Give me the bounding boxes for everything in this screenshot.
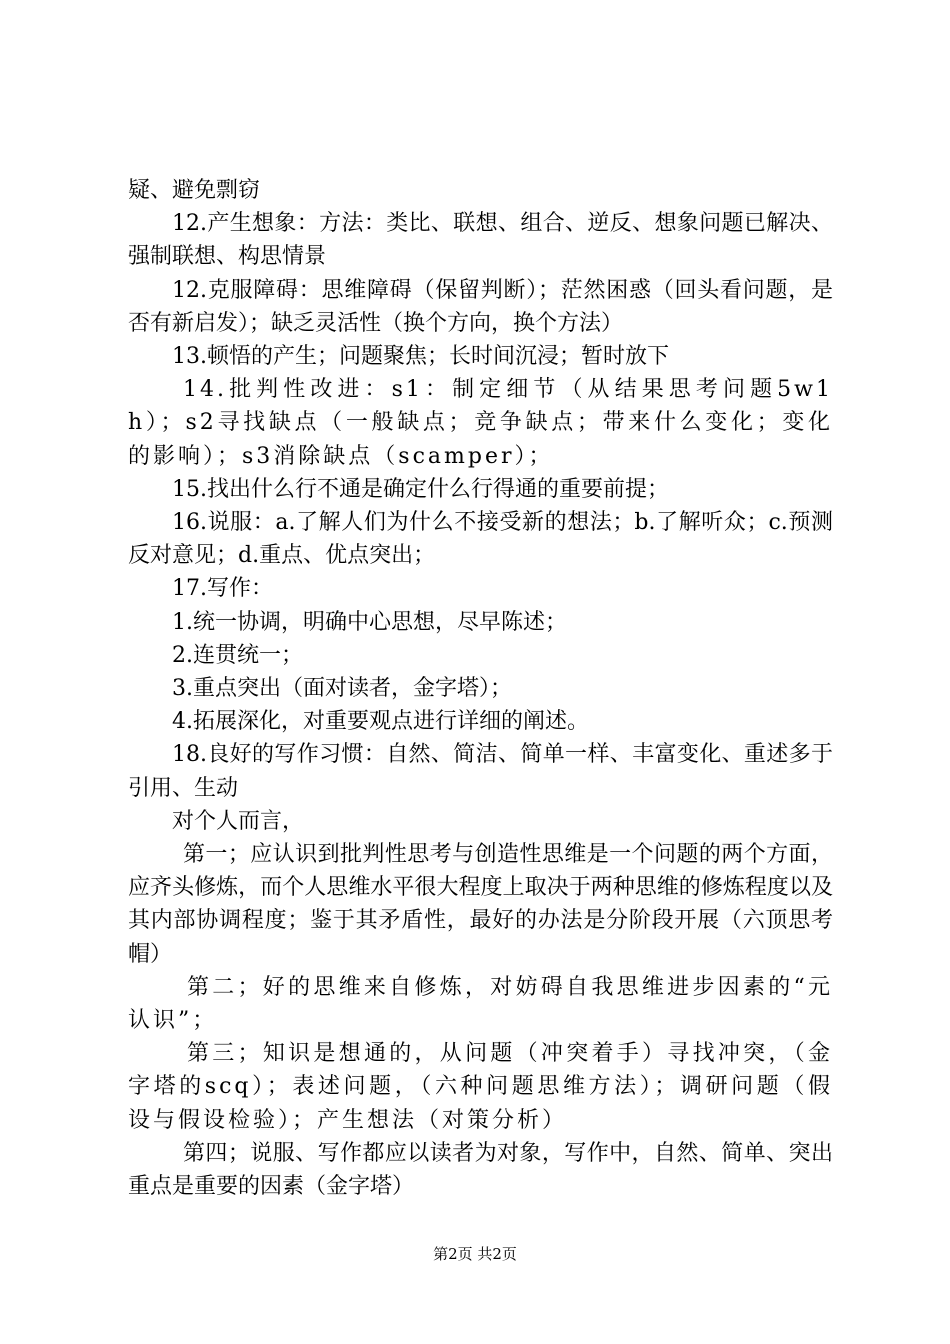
- paragraph-subitem-1: 1.统一协调，明确中心思想，尽早陈述；: [172, 609, 567, 635]
- paragraph-item-12-imagination: 12.产生想象：方法：类比、联想、组合、逆反、想象问题已解决、强制联想、构思情景: [128, 211, 833, 270]
- paragraph-item-15: 15.找出什么行不通是确定什么行得通的重要前提；: [172, 476, 669, 502]
- paragraph-continuation: 疑、避免剽窃: [128, 178, 261, 203]
- page-number-footer: 第2页 共2页: [433, 1245, 517, 1263]
- paragraph-item-18-habits: 18.良好的写作习惯：自然、简洁、简单一样、丰富变化、重述多于引用、生动: [128, 742, 833, 801]
- paragraph-point-fourth: 第四；说服、写作都应以读者为对象，写作中，自然、简单、突出重点是重要的因素（金字塔）: [128, 1140, 833, 1200]
- paragraph-point-third: 第三；知识是想通的，从问题（冲突着手）寻找冲突，（金字塔的scq）；表述问题，（六种问题思维方法）；调研问题（假设与假设检验）；产生想法（对策分析）: [128, 1041, 833, 1133]
- paragraph-item-14-critical-improvement: 14.批判性改进：s1：制定细节（从结果思考问题5w1h）；s2寻找缺点（一般缺点；竞争缺点；带来什么变化；变化的影响）；s3消除缺点（scamper）；: [128, 377, 833, 469]
- paragraph-subitem-3: 3.重点突出（面对读者，金字塔）；: [172, 676, 512, 702]
- document-body: [128, 174, 833, 1203]
- paragraph-item-16-persuasion: 16.说服：a.了解人们为什么不接受新的想法；b.了解听众；c.预测反对意见；d.重点、优点突出；: [128, 510, 833, 569]
- paragraph-item-17-writing: 17.写作：: [172, 576, 273, 602]
- paragraph-item-12-obstacles: 12.克服障碍：思维障碍（保留判断）；茫然困惑（回头看问题，是否有新启发）；缺乏灵活性（换个方向，换个方法）: [128, 277, 833, 336]
- paragraph-personal-intro: 对个人而言，: [172, 808, 305, 834]
- paragraph-point-second: 第二；好的思维来自修炼，对妨碍自我思维进步因素的“元认识”；: [128, 974, 833, 1034]
- paragraph-subitem-4: 4.拓展深化，对重要观点进行详细的阐述。: [172, 709, 589, 735]
- paragraph-point-first: 第一；应认识到批判性思考与创造性思维是一个问题的两个方面，应齐头修炼，而个人思维水平很大程度上取决于两种思维的修炼程度以及其内部协调程度；鉴于其矛盾性，最好的办法是分阶段开展（六顶思考帽）: [128, 842, 833, 967]
- paragraph-item-13-insight: 13.顿悟的产生；问题聚焦；长时间沉浸；暂时放下: [172, 344, 669, 370]
- paragraph-subitem-2: 2.连贯统一；: [172, 642, 303, 668]
